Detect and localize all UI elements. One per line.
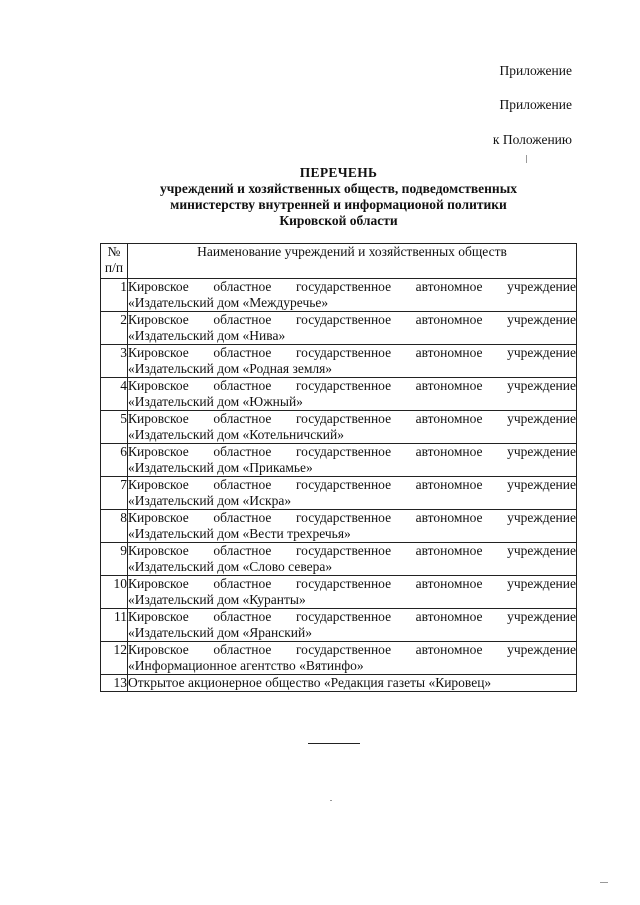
row-number: 13: [101, 675, 128, 692]
document-subtitle-line-2: министерству внутренней и информационой политики: [170, 197, 507, 212]
table-row: [101, 279, 577, 312]
row-name: [128, 444, 577, 477]
row-number: 3: [101, 345, 128, 378]
row-name: [128, 510, 577, 543]
table-row: [101, 477, 577, 510]
row-number: 5: [101, 411, 128, 444]
row-number: 12: [101, 642, 128, 675]
table-row: [101, 411, 577, 444]
row-name-line-1: Кировское областное государственное автономное учреждение: [128, 642, 576, 657]
document-subtitle-line-3: Кировской области: [279, 213, 398, 228]
row-name-line-2: «Издательский дом «Вести трехречья»: [128, 526, 351, 541]
row-name-line-2: «Издательский дом «Южный»: [128, 394, 303, 409]
row-number: 4: [101, 378, 128, 411]
appendix-label-2: Приложение: [499, 97, 572, 112]
row-name-line-2: «Издательский дом «Родная земля»: [128, 361, 333, 376]
row-name-line-2: «Издательский дом «Котельничский»: [128, 427, 344, 442]
document-heading: [100, 165, 577, 229]
row-name: [128, 378, 577, 411]
scan-speck: [526, 155, 527, 163]
row-name-line-2: «Информационное агентство «Вятинфо»: [128, 658, 364, 673]
row-name-line-2: «Издательский дом «Междуречье»: [128, 295, 329, 310]
row-name-line-1: Открытое акционерное общество «Редакция газеты «Кировец»: [128, 675, 492, 690]
institutions-table: [100, 243, 577, 692]
row-name-line-2: «Издательский дом «Искра»: [128, 493, 292, 508]
row-name-line-1: Кировское областное государственное автономное учреждение: [128, 609, 576, 624]
document-title: ПЕРЕЧЕНЬ: [299, 165, 378, 180]
row-name-line-1: Кировское областное государственное автономное учреждение: [128, 378, 576, 393]
appendix-to-regulation: к Положению: [492, 132, 572, 147]
row-number: 2: [101, 312, 128, 345]
row-name: [128, 609, 577, 642]
row-name: [128, 675, 577, 692]
table-row: [101, 510, 577, 543]
row-name-line-1: Кировское областное государственное автономное учреждение: [128, 477, 576, 492]
row-name-line-2: «Издательский дом «Слово севера»: [128, 559, 333, 574]
row-name-line-2: «Издательский дом «Прикамье»: [128, 460, 313, 475]
appendix-label-1: Приложение: [499, 63, 572, 78]
row-name-line-2: «Издательский дом «Куранты»: [128, 592, 306, 607]
row-name-line-1: Кировское областное государственное автономное учреждение: [128, 510, 576, 525]
row-name-line-1: Кировское областное государственное автономное учреждение: [128, 411, 576, 426]
row-number: 8: [101, 510, 128, 543]
row-number: 6: [101, 444, 128, 477]
row-name: [128, 477, 577, 510]
row-name: [128, 411, 577, 444]
table-header-row: [101, 244, 577, 279]
row-number: 1: [101, 279, 128, 312]
row-number: 11: [101, 609, 128, 642]
row-name-line-2: «Издательский дом «Нива»: [128, 328, 286, 343]
row-name: [128, 312, 577, 345]
column-header-number-line-2: п/п: [104, 260, 124, 275]
row-name-line-1: Кировское областное государственное автономное учреждение: [128, 576, 576, 591]
scan-speck: [600, 882, 608, 883]
table-row: [101, 378, 577, 411]
row-name-line-1: Кировское областное государственное автономное учреждение: [128, 279, 576, 294]
column-header-name: Наименование учреждений и хозяйственных обществ: [128, 244, 577, 279]
row-number: 9: [101, 543, 128, 576]
row-name: [128, 345, 577, 378]
row-name-line-2: «Издательский дом «Яранский»: [128, 625, 313, 640]
table-row: [101, 345, 577, 378]
column-header-number-line-1: №: [107, 244, 121, 259]
row-name: [128, 576, 577, 609]
table-row: [101, 444, 577, 477]
row-name-line-1: Кировское областное государственное автономное учреждение: [128, 444, 576, 459]
row-name: [128, 543, 577, 576]
row-name-line-1: Кировское областное государственное автономное учреждение: [128, 345, 576, 360]
row-number: 10: [101, 576, 128, 609]
column-header-number: [101, 244, 128, 279]
table-row: [101, 642, 577, 675]
end-of-list-rule: [308, 743, 360, 744]
scan-speck: [330, 800, 332, 801]
row-name-line-1: Кировское областное государственное автономное учреждение: [128, 543, 576, 558]
table-row: [101, 312, 577, 345]
table-row: [101, 543, 577, 576]
table-row: [101, 576, 577, 609]
table-row: [101, 609, 577, 642]
table-row: [101, 675, 577, 692]
document-subtitle-line-1: учреждений и хозяйственных обществ, подведомственных: [159, 181, 518, 196]
row-name-line-1: Кировское областное государственное автономное учреждение: [128, 312, 576, 327]
row-number: 7: [101, 477, 128, 510]
row-name: [128, 642, 577, 675]
row-name: [128, 279, 577, 312]
